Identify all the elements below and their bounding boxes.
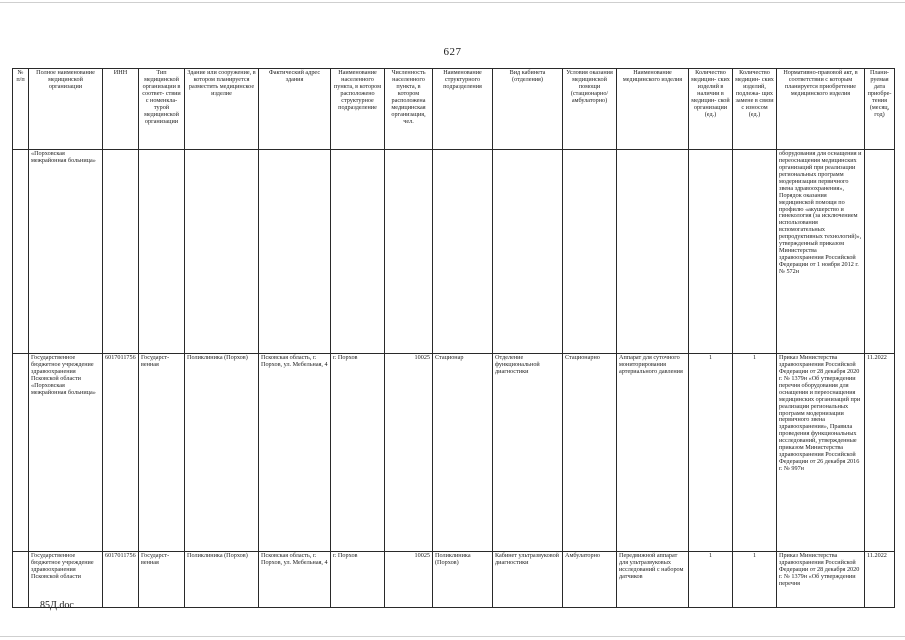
row-type <box>139 150 185 354</box>
row-building: Поликлиника (Порхов) <box>185 552 259 608</box>
table-row <box>13 150 895 354</box>
row-date: 11.2022 <box>865 354 895 552</box>
row-num <box>13 354 29 552</box>
row-act: оборудования для оснащения и переоснащения медицинских организаций при реализации региональных программ модернизации первичного звена здравоохранения», Порядок оказания медицинской помощи по профилю «акушерство и гинекология (за исключением использования вспомогательных репродуктивных технологий)», утвержденный приказом Министерства здравоохранения Российской Федерации от 1 ноября 2012 г. № 572н <box>777 150 865 354</box>
header-org: Полное наименование медицинской организации <box>29 69 103 150</box>
header-type: Тип медицинской организации в соответ- ствии с номенкла- турой медицинской организации <box>139 69 185 150</box>
row-device: Аппарат для суточного мониторирования артериального давления <box>617 354 689 552</box>
scan-edge-bottom <box>0 636 905 637</box>
row-settlement: г. Порхов <box>331 354 385 552</box>
header-settlement: Наименование населенного пункта, в котором расположено структурное подразделение <box>331 69 385 150</box>
row-qty-replace: 1 <box>733 552 777 608</box>
table-row <box>13 354 895 552</box>
row-building <box>185 150 259 354</box>
row-type: Государст- венная <box>139 552 185 608</box>
row-inn: 6017011756 <box>103 552 139 608</box>
document-file-name: 85Д.doc <box>40 600 74 611</box>
row-qty-have: 1 <box>689 354 733 552</box>
header-inn: ИНН <box>103 69 139 150</box>
row-org: Государственное бюджетное учреждение здравоохранения Псковской области «Порховская межрайонная больница» <box>29 354 103 552</box>
row-org: «Порховская межрайонная больница» <box>29 150 103 354</box>
row-unit: Стационар <box>433 354 493 552</box>
row-conditions: Амбулаторно <box>563 552 617 608</box>
table-row <box>13 552 895 608</box>
row-population <box>385 150 433 354</box>
row-cabinet <box>493 150 563 354</box>
header-cabinet: Вид кабинета (отделения) <box>493 69 563 150</box>
row-date <box>865 150 895 354</box>
row-unit: Поликлиника (Порхов) <box>433 552 493 608</box>
header-address: Фактический адрес здания <box>259 69 331 150</box>
table-header-row <box>13 69 895 150</box>
medical-equipment-register-table <box>12 68 895 608</box>
row-qty-have <box>689 150 733 354</box>
row-cabinet: Кабинет ультразвуковой диагностики <box>493 552 563 608</box>
row-act: Приказ Министерства здравоохранения Российской Федерации от 28 декабря 2020 г. № 1379н «Об утверждении перечня оборудования для оснащения и переоснащения медицинских организаций при реализации региональных программ модернизации первичного звена здравоохранения», Правила проведения функциональных исследований, утвержденные приказом Министерства здравоохранения Российской Федерации от 26 декабря 2016 г. № 997н <box>777 354 865 552</box>
row-cabinet: Отделение функциональной диагностики <box>493 354 563 552</box>
row-qty-replace: 1 <box>733 354 777 552</box>
row-num <box>13 150 29 354</box>
row-act: Приказ Министерства здравоохранения Российской Федерации от 28 декабря 2020 г. № 1379н «Об утверждении перечня <box>777 552 865 608</box>
row-conditions: Стационарно <box>563 354 617 552</box>
row-device <box>617 150 689 354</box>
row-unit <box>433 150 493 354</box>
row-num <box>13 552 29 608</box>
row-settlement <box>331 150 385 354</box>
row-conditions <box>563 150 617 354</box>
header-population: Численность населенного пункта, в котором расположена медицинская организация, чел. <box>385 69 433 150</box>
header-conditions: Условия оказания медицинской помощи (стационарно/ амбулаторно) <box>563 69 617 150</box>
row-inn <box>103 150 139 354</box>
row-date: 11.2022 <box>865 552 895 608</box>
header-unit: Наименование структурного подразделения <box>433 69 493 150</box>
row-address <box>259 150 331 354</box>
row-settlement: г. Порхов <box>331 552 385 608</box>
header-date: Плани- руемая дата приобре- тения (месяц, год) <box>865 69 895 150</box>
header-qty-have: Количество медицин- ских изделий в наличии в медицин- ской организации (ед.) <box>689 69 733 150</box>
header-device: Наименование медицинского изделия <box>617 69 689 150</box>
row-population: 10025 <box>385 552 433 608</box>
row-address: Псковская область, г. Порхов, ул. Мебельная, 4 <box>259 354 331 552</box>
header-num: № п/п <box>13 69 29 150</box>
row-org: Государственное бюджетное учреждение здравоохранения Псковской области <box>29 552 103 608</box>
header-building: Здание или сооружение, в котором планируется разместить медицинское изделие <box>185 69 259 150</box>
row-qty-have: 1 <box>689 552 733 608</box>
row-type: Государст- венная <box>139 354 185 552</box>
scan-edge-top <box>0 2 905 3</box>
row-address: Псковская область, г. Порхов, ул. Мебельная, 4 <box>259 552 331 608</box>
header-qty-replace: Количество медицин- ских изделий, подлежа- щих замене в связи с износом (ед.) <box>733 69 777 150</box>
row-building: Поликлиника (Порхов) <box>185 354 259 552</box>
row-qty-replace <box>733 150 777 354</box>
header-act: Нормативно-правовой акт, в соответствии с которым планируется приобретение медицинского изделия <box>777 69 865 150</box>
page-number: 627 <box>443 46 462 58</box>
row-population: 10025 <box>385 354 433 552</box>
row-device: Передвижной аппарат для ультразвуковых исследований с набором датчиков <box>617 552 689 608</box>
row-inn: 6017011756 <box>103 354 139 552</box>
